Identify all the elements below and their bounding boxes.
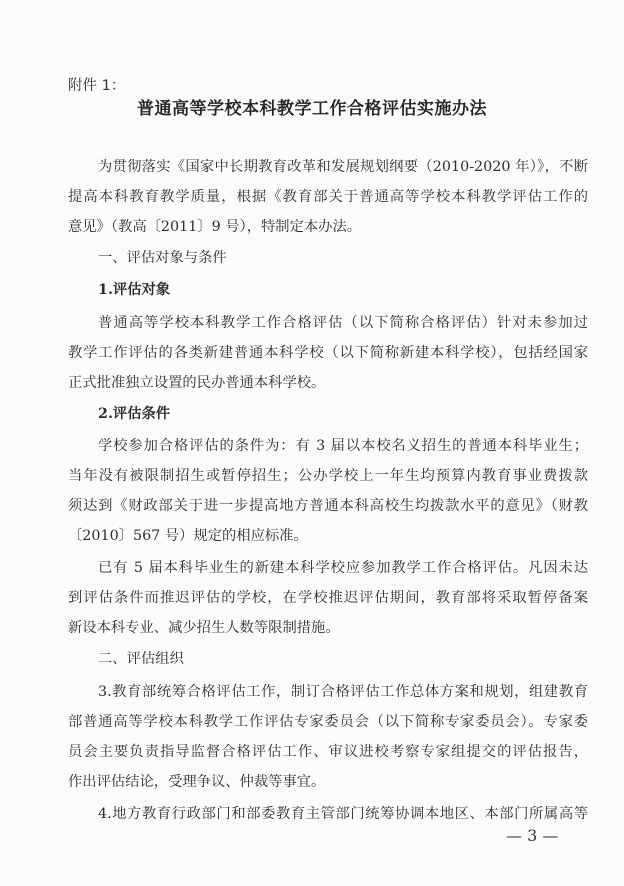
paragraph-line: 作出评估结论，受理争议、仲裁等事宜。 [68,774,326,790]
paragraph-line: 须达到《财政部关于进一步提高地方普通本科高校生均拨款水平的意见》（财教 [68,498,588,514]
paragraph-line: 3.教育部统筹合格评估工作，制订合格评估工作总体方案和规划，组建教育 [98,684,588,700]
paragraph-line: 教学工作评估的各类新建普通本科学校（以下简称新建本科学校），包括经国家 [68,345,588,361]
paragraph-line: 当年没有被限制招生或暂停招生；公办学校上一年生均预算内教育事业费拨款 [68,468,588,484]
paragraph-line: 意见》（教高〔2011〕9 号），特制定本办法。 [68,219,362,235]
subsection-heading: 1.评估对象 [98,282,171,298]
paragraph-line: 为贯彻落实《国家中长期教育改革和发展规划纲要（2010-2020 年）》，不断 [98,159,588,175]
paragraph-line: 普通高等学校本科教学工作合格评估（以下简称合格评估）针对未参加过 [98,315,588,331]
page-number: — 3 — [506,826,559,845]
paragraph-line: 学校参加合格评估的条件为：有 3 届以本校名义招生的普通本科毕业生； [98,438,588,454]
subsection-heading: 2.评估条件 [98,406,171,422]
section-heading: 二、评估组织 [98,651,184,667]
document-title: 普通高等学校本科教学工作合格评估实施办法 [137,99,487,119]
attachment-label: 附件 1： [68,78,126,94]
paragraph-line: 已有 5 届本科毕业生的新建本科学校应参加教学工作合格评估。凡因未达 [98,560,588,576]
paragraph-line: 部普通高等学校本科教学工作评估专家委员会（以下简称专家委员会）。专家委 [68,714,588,730]
paragraph-line: 到评估条件而推迟评估的学校，在学校推迟评估期间，教育部将采取暂停备案 [68,590,588,606]
section-heading: 一、评估对象与条件 [98,250,227,266]
paragraph-line: 正式批准独立设置的民办普通本科学校。 [68,375,326,391]
paragraph-line: 4.地方教育行政部门和部委教育主管部门统筹协调本地区、本部门所属高等 [98,806,588,822]
paragraph-line: 〔2010〕567 号）规定的相应标准。 [68,528,308,544]
paragraph-line: 提高本科教育教学质量，根据《教育部关于普通高等学校本科教学评估工作的 [68,189,588,205]
paragraph-line: 新设本科专业、减少招生人数等限制措施。 [68,620,340,636]
paragraph-line: 员会主要负责指导监督合格评估工作、审议进校考察专家组提交的评估报告， [68,744,588,760]
